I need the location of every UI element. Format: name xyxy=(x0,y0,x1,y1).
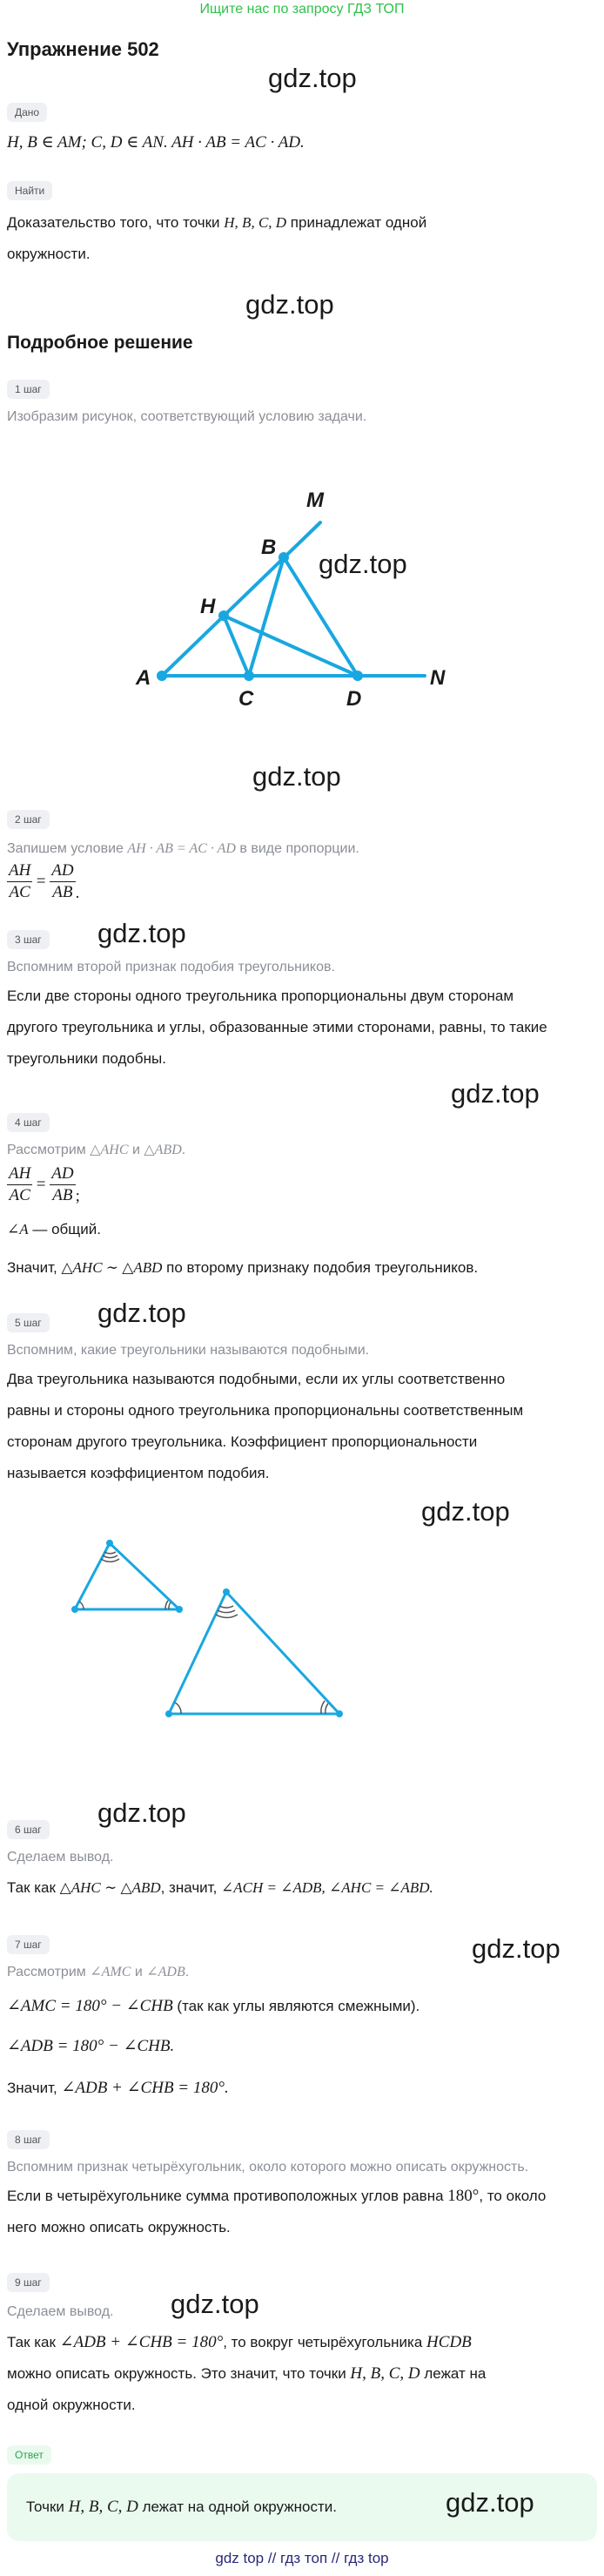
step-4-concl-expr: △AHC ∼ △ABD xyxy=(61,1259,163,1276)
step-7-and: и xyxy=(131,1965,147,1979)
watermark: gdz.top xyxy=(252,761,341,792)
watermark: gdz.top xyxy=(268,63,357,93)
point-h xyxy=(218,610,229,621)
step-7-line-1-post: (так как углы являются смежными). xyxy=(172,1998,420,2014)
step-9-line-1-expr: ∠ADB + ∠CHB = 180° xyxy=(59,2333,224,2351)
find-line-2: окружности. xyxy=(7,246,91,262)
step-5-line-3: сторонам другого треугольника. Коэффициент пропорциональности xyxy=(7,1433,478,1450)
watermark: gdz.top xyxy=(97,1298,186,1328)
find-text-post: принадлежат одной xyxy=(286,214,427,231)
step-2-tag: 2 шаг xyxy=(7,810,50,829)
label-h: H xyxy=(200,595,216,618)
step-7-line-3-pre: Значит, xyxy=(7,2080,62,2096)
watermark: gdz.top xyxy=(97,1797,186,1828)
step-4-proportion: $\frac{AH}{AC}$ = $\frac{AD}{AB}$ ; xyxy=(9,1164,80,1205)
step-7-line-2: ∠ADB = 180° − ∠CHB. xyxy=(7,2037,175,2055)
step-6-mid: , значит, xyxy=(160,1879,222,1896)
find-line-1 xyxy=(7,207,426,239)
step-5-line-2: равны и стороны одного треугольника пропорциональны соответственным xyxy=(7,1402,524,1419)
step-7-a1: ∠AMC xyxy=(90,1965,131,1979)
step-7-line-1 xyxy=(7,1991,419,2022)
label-c: C xyxy=(238,687,254,711)
large-triangle xyxy=(169,1592,339,1714)
step-6-text: Сделаем вывод. xyxy=(7,1850,114,1865)
watermark: gdz.top xyxy=(451,1078,540,1109)
step-4-and: и xyxy=(128,1143,144,1157)
step-8-text: Вспомним признак четырёхугольник, около которого можно описать окружность. xyxy=(7,2160,529,2175)
answer-tag: Ответ xyxy=(7,2445,51,2465)
answer-pre: Точки xyxy=(26,2498,69,2515)
step-5-line-1: Два треугольника называются подобными, если их углы соответственно xyxy=(7,1371,506,1387)
footer-link-1[interactable]: gdz top xyxy=(215,2550,265,2566)
point-a xyxy=(157,671,167,681)
step-4-conclusion xyxy=(7,1252,478,1284)
step-8-line-1-pre: Если в четырёхугольнике сумма противоположных углов равна xyxy=(7,2188,448,2204)
footer-sep: // xyxy=(264,2550,281,2566)
step-2-pre: Запишем условие xyxy=(7,841,128,856)
step-6-expr1: △AHC ∼ △ABD xyxy=(59,1879,161,1896)
step-5-line-4: называется коэффициентом подобия. xyxy=(7,1465,270,1481)
step-8-line-1-post: , то около xyxy=(479,2188,547,2204)
step-7-pre: Рассмотрим xyxy=(7,1965,91,1979)
watermark: gdz.top xyxy=(97,918,186,948)
step-2-post: в виде пропорции. xyxy=(235,841,359,856)
step-9-line-2-post: лежат на xyxy=(419,2365,487,2382)
watermark: gdz.top xyxy=(472,1933,560,1964)
step-9-line-1-mid: , то вокруг четырёхугольника xyxy=(223,2334,427,2350)
step-4-concl-post: по второму признаку подобия треугольников. xyxy=(162,1259,479,1276)
step-4-t2: △ABD xyxy=(144,1143,182,1157)
solution-title: Подробное решение xyxy=(7,333,193,353)
point-c xyxy=(244,671,254,681)
find-tag: Найти xyxy=(7,181,52,200)
footer-link-2[interactable]: гдз топ xyxy=(280,2550,328,2566)
step-1-tag: 1 шаг xyxy=(7,380,50,399)
step-7-line-3 xyxy=(7,2073,229,2104)
answer-post: лежат на одной окружности. xyxy=(138,2498,337,2515)
find-text: Доказательство того, что точки xyxy=(7,214,225,231)
step-6-line xyxy=(7,1872,433,1904)
step-2-text xyxy=(7,838,359,860)
find-points: H, B, C, D xyxy=(224,214,287,231)
label-a: A xyxy=(136,666,151,690)
watermark: gdz.top xyxy=(245,289,334,320)
step-7-line-3-expr: ∠ADB + ∠CHB = 180°. xyxy=(61,2079,229,2097)
label-m: M xyxy=(306,489,324,512)
small-triangle xyxy=(75,1543,179,1609)
step-7-dot: . xyxy=(185,1965,190,1979)
watermark: gdz.top xyxy=(421,1496,510,1527)
step-6-tag: 6 шаг xyxy=(7,1820,50,1839)
step-4-angle-post: — общий. xyxy=(28,1221,101,1237)
step-9-line-2-pre: можно описать окружность. Это значит, что точки xyxy=(7,2365,351,2382)
footer xyxy=(0,2550,604,2567)
label-b: B xyxy=(261,536,277,559)
step-9-line-2 xyxy=(7,2358,486,2390)
step-4-angle-expr: ∠A xyxy=(7,1221,29,1237)
step-9-line-1 xyxy=(7,2327,472,2358)
step-7-tag: 7 шаг xyxy=(7,1935,50,1954)
step-7-text xyxy=(7,1961,189,1984)
footer-link-3[interactable]: гдз top xyxy=(344,2550,389,2566)
step-8-line-1-val: 180° xyxy=(447,2187,480,2205)
answer-text xyxy=(26,2496,337,2519)
step-8-tag: 8 шаг xyxy=(7,2130,50,2149)
step-6-expr2: ∠ACH = ∠ADB, ∠AHC = ∠ABD. xyxy=(221,1879,433,1896)
step-5-tag: 5 шаг xyxy=(7,1313,50,1332)
step-9-tag: 9 шаг xyxy=(7,2273,50,2292)
step-8-line-2: него можно описать окружность. xyxy=(7,2219,231,2235)
watermark: gdz.top xyxy=(171,2289,259,2319)
label-d: D xyxy=(346,687,362,711)
step-7-a2: ∠ADB xyxy=(146,1965,185,1979)
step-3-line-3: треугольники подобны. xyxy=(7,1050,166,1067)
watermark: gdz.top xyxy=(446,2487,534,2518)
label-n: N xyxy=(430,666,446,690)
given-tag: Дано xyxy=(7,103,47,122)
step-3-line-1: Если две стороны одного треугольника пропорциональны двум сторонам xyxy=(7,988,514,1004)
step-8-line-1 xyxy=(7,2181,546,2212)
page-title: Упражнение 502 xyxy=(7,38,159,60)
step-6-pre: Так как xyxy=(7,1879,60,1896)
step-4-concl-pre: Значит, xyxy=(7,1259,62,1276)
step-4-text xyxy=(7,1139,185,1162)
given-text: H, B ∈ AM; C, D ∈ AN. AH · AB = AC · AD. xyxy=(7,133,305,152)
step-4-dot: . xyxy=(181,1143,186,1157)
footer-sep: // xyxy=(327,2550,345,2566)
step-2-proportion: $\frac{AH}{AC}$ = $\frac{AD}{AB}$ . xyxy=(9,861,80,902)
step-4-t1: △AHC xyxy=(90,1143,129,1157)
figure-similar-triangles xyxy=(61,1524,357,1724)
step-9-line-1-pre: Так как xyxy=(7,2334,60,2350)
step-5-text: Вспомним, какие треугольники называются подобными. xyxy=(7,1343,370,1358)
step-4-angle xyxy=(7,1214,101,1245)
step-2-expr: AH · AB = AC · AD xyxy=(127,841,236,856)
step-4-pre: Рассмотрим xyxy=(7,1143,91,1157)
step-3-tag: 3 шаг xyxy=(7,930,50,949)
point-d xyxy=(352,671,363,681)
step-9-text: Сделаем вывод. xyxy=(7,2304,114,2319)
step-9-line-1-quad: HCDB xyxy=(426,2333,472,2351)
point-b xyxy=(279,552,289,563)
step-3-text: Вспомним второй признак подобия треугольников. xyxy=(7,960,335,974)
watermark: gdz.top xyxy=(319,549,407,579)
figure-geometry xyxy=(122,470,470,723)
step-1-text: Изобразим рисунок, соответствующий условию задачи. xyxy=(7,409,367,424)
step-7-line-1-expr: ∠AMC = 180° − ∠CHB xyxy=(7,1997,173,2015)
step-4-tag: 4 шаг xyxy=(7,1113,50,1132)
step-9-line-2-points: H, B, C, D xyxy=(350,2364,420,2383)
step-9-line-3: одной окружности. xyxy=(7,2397,136,2413)
step-3-line-2: другого треугольника и углы, образованные этими сторонами, равны, то такие xyxy=(7,1019,547,1035)
answer-points: H, B, C, D xyxy=(68,2498,138,2516)
top-banner: Ищите нас по запросу ГДЗ ТОП xyxy=(199,2,405,17)
